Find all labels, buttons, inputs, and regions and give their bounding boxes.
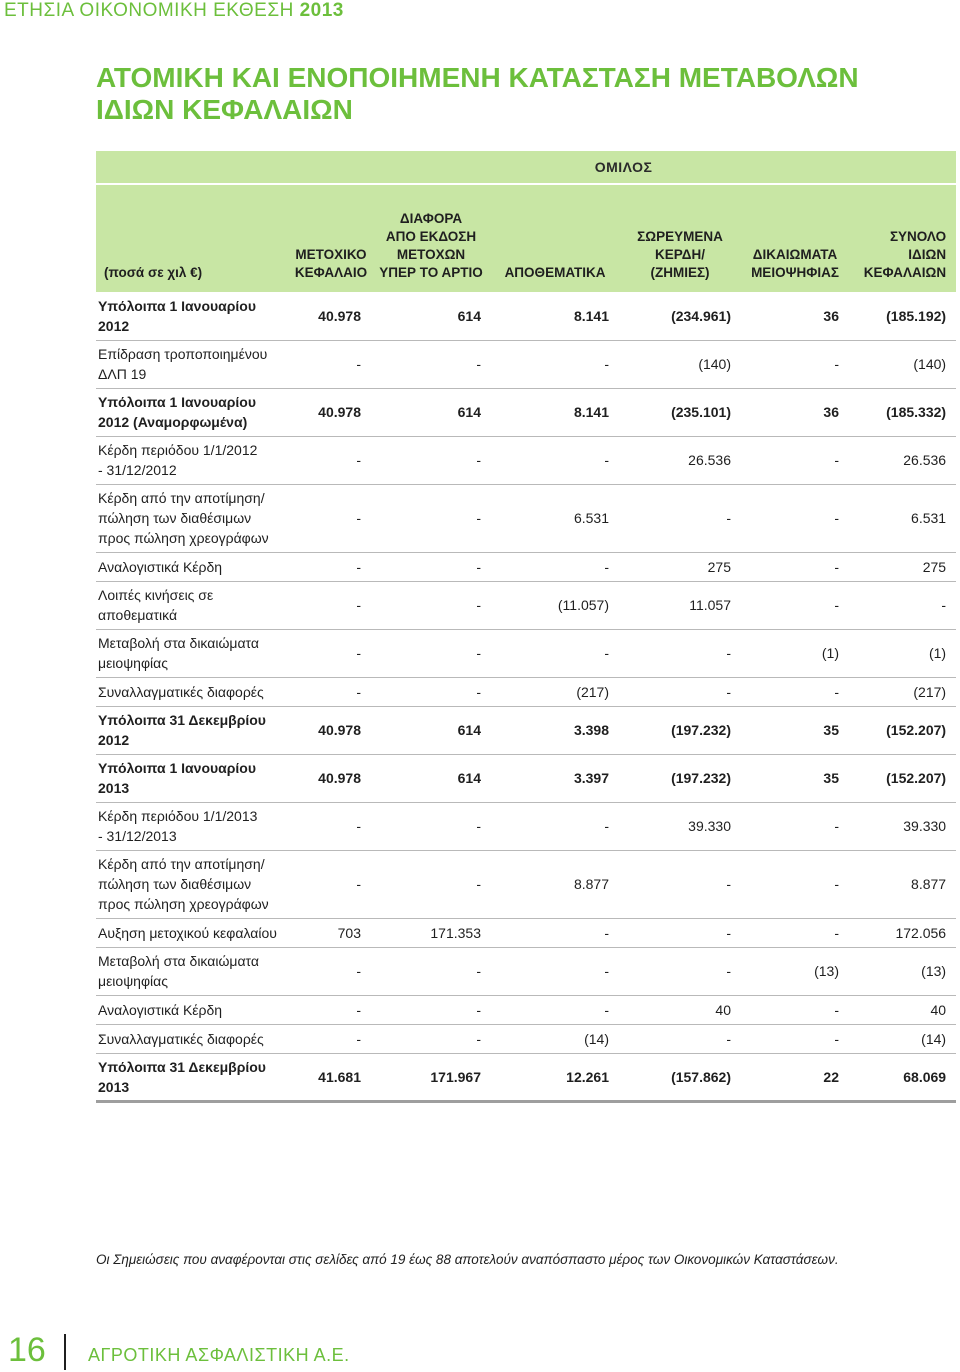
- table-cell: 12.261: [491, 1053, 619, 1101]
- table-row: [96, 918, 956, 947]
- page-title: [96, 62, 896, 126]
- table-cell: -: [741, 918, 849, 947]
- table-cell: 41.681: [291, 1053, 371, 1101]
- table-cell: 171.353: [371, 918, 491, 947]
- row-label: [96, 947, 291, 995]
- column-header-row: [96, 184, 956, 292]
- table-cell: (11.057): [491, 581, 619, 629]
- row-label-line: Λοιπές κινήσεις σε: [98, 587, 214, 603]
- row-label-line: Κέρδη περιόδου 1/1/2012: [98, 442, 258, 458]
- table-cell: -: [741, 340, 849, 388]
- table-cell: -: [491, 995, 619, 1024]
- table-cell: -: [291, 629, 371, 677]
- table-cell: (152.207): [849, 706, 956, 754]
- column-header-line: ΚΕΦΑΛΑΙΟ: [294, 265, 368, 280]
- table-cell: -: [291, 581, 371, 629]
- group-label: ΟΜΙΛΟΣ: [291, 151, 956, 184]
- table-cell: 172.056: [849, 918, 956, 947]
- table-cell: 40: [619, 995, 741, 1024]
- row-label-line: Μεταβολή στα δικαιώματα: [98, 953, 259, 969]
- table-cell: -: [491, 947, 619, 995]
- table-cell: 35: [741, 706, 849, 754]
- table-row: [96, 484, 956, 552]
- row-label-line: Υπόλοιπα 31 Δεκεμβρίου: [98, 712, 266, 728]
- table-cell: -: [371, 340, 491, 388]
- column-header-line: ΑΠΟΘΕΜΑΤΙΚΑ: [504, 265, 606, 280]
- table-row: [96, 581, 956, 629]
- column-header: [291, 184, 371, 292]
- page-number: 16: [8, 1331, 46, 1369]
- table-cell: 40.978: [291, 388, 371, 436]
- table-row: [96, 629, 956, 677]
- table-cell: -: [741, 552, 849, 581]
- row-label-line: αποθεματικά: [98, 607, 178, 623]
- table-cell: (14): [849, 1024, 956, 1053]
- table-cell: -: [291, 995, 371, 1024]
- row-label-line: ΔΛΠ 19: [98, 366, 147, 382]
- table-cell: (13): [741, 947, 849, 995]
- row-label: [96, 802, 291, 850]
- row-label-line: 2012: [98, 732, 130, 748]
- table-cell: -: [371, 802, 491, 850]
- row-label-line: Μεταβολή στα δικαιώματα: [98, 635, 259, 651]
- table-cell: (235.101): [619, 388, 741, 436]
- table-cell: -: [291, 947, 371, 995]
- row-label-line: πώληση των διαθέσιμων: [98, 876, 252, 892]
- row-label: [96, 629, 291, 677]
- row-label: [96, 388, 291, 436]
- column-header-line: ΚΕΡΔΗ/: [655, 247, 705, 262]
- row-label-line: μειοψηφίας: [98, 655, 168, 671]
- report-header-text: [4, 0, 344, 22]
- row-label: [96, 918, 291, 947]
- table-cell: (14): [491, 1024, 619, 1053]
- footnote: Οι Σημειώσεις που αναφέρονται στις σελίδες από 19 έως 88 αποτελούν αναπόσπαστο μέρος των Οικονομικών Καταστάσεων.: [96, 1252, 839, 1267]
- column-header: [849, 184, 956, 292]
- row-label-line: Αναλογιστικά Κέρδη: [98, 558, 223, 575]
- table-row: [96, 1024, 956, 1053]
- page-title-line1: ΑΤΟΜΙΚΗ ΚΑΙ ΕΝΟΠΟΙΗΜΕΝΗ ΚΑΤΑΣΤΑΣΗ ΜΕΤΑΒΟΛΩΝ: [96, 62, 859, 93]
- table-cell: -: [291, 552, 371, 581]
- table-cell: -: [619, 484, 741, 552]
- table-cell: 6.531: [491, 484, 619, 552]
- column-header-line: ΜΕΤΟΧΩΝ: [396, 247, 466, 262]
- table-cell: -: [291, 340, 371, 388]
- table-cell: (234.961): [619, 292, 741, 340]
- table-cell: 614: [371, 292, 491, 340]
- column-header-line: ΣΥΝΟΛΟ: [889, 229, 947, 244]
- table-row: [96, 850, 956, 918]
- row-label: [96, 484, 291, 552]
- table-cell: 275: [849, 552, 956, 581]
- table-cell: (140): [619, 340, 741, 388]
- table-cell: -: [491, 629, 619, 677]
- table-cell: (157.862): [619, 1053, 741, 1101]
- table-cell: -: [491, 552, 619, 581]
- table-cell: -: [291, 484, 371, 552]
- table-cell: -: [371, 850, 491, 918]
- column-header-line: ΑΠΟ ΕΚΔΟΣΗ: [385, 229, 477, 244]
- table-cell: -: [371, 629, 491, 677]
- row-label: [96, 1024, 291, 1053]
- table-cell: -: [491, 802, 619, 850]
- table-row: [96, 677, 956, 706]
- table-cell: -: [291, 436, 371, 484]
- row-label-line: 2012: [98, 317, 130, 334]
- row-label: [96, 995, 291, 1024]
- table-cell: (140): [849, 340, 956, 388]
- row-label-line: μειοψηφίας: [98, 973, 168, 989]
- table-cell: 614: [371, 706, 491, 754]
- table-cell: 36: [741, 388, 849, 436]
- table-cell: -: [741, 581, 849, 629]
- report-header-year: 2013: [299, 0, 344, 21]
- table-cell: 6.531: [849, 484, 956, 552]
- table-cell: 36: [741, 292, 849, 340]
- table-cell: -: [619, 850, 741, 918]
- column-header: [619, 184, 741, 292]
- table-cell: 614: [371, 754, 491, 802]
- table-cell: -: [291, 850, 371, 918]
- equity-statement-table-wrap: [96, 151, 956, 1103]
- row-label-line: Αυξηση μετοχικού κεφαλαίου: [98, 924, 277, 941]
- column-header-line: (ΖΗΜΙΕΣ): [650, 265, 710, 280]
- row-label: [96, 677, 291, 706]
- table-cell: -: [741, 850, 849, 918]
- report-header: [0, 0, 960, 24]
- row-label-line: Συναλλαγματικές διαφορές: [98, 683, 264, 700]
- row-label-line: Επίδραση τροποποιημένου: [98, 346, 268, 362]
- table-cell: (197.232): [619, 754, 741, 802]
- column-header-line: ΔΙΚΑΙΩΜΑΤΑ: [752, 247, 838, 262]
- table-cell: -: [741, 802, 849, 850]
- row-label-line: - 31/12/2013: [98, 828, 177, 844]
- equity-statement-table: [96, 151, 956, 1103]
- table-cell: -: [619, 1024, 741, 1053]
- table-row: [96, 1053, 956, 1101]
- table-cell: 68.069: [849, 1053, 956, 1101]
- row-label: [96, 1053, 291, 1101]
- table-cell: (217): [491, 677, 619, 706]
- table-cell: (152.207): [849, 754, 956, 802]
- table-cell: (1): [849, 629, 956, 677]
- table-cell: -: [291, 802, 371, 850]
- table-row: [96, 292, 956, 340]
- column-header-line: ΜΕΙΟΨΗΦΙΑΣ: [751, 265, 839, 280]
- table-cell: -: [619, 629, 741, 677]
- table-cell: (185.332): [849, 388, 956, 436]
- table-cell: 171.967: [371, 1053, 491, 1101]
- company-name: ΑΓΡΟΤΙΚΗ ΑΣΦΑΛΙΣΤΙΚΗ Α.Ε.: [88, 1345, 350, 1365]
- table-cell: -: [741, 484, 849, 552]
- row-label-line: Συναλλαγματικές διαφορές: [98, 1030, 264, 1047]
- row-label: [96, 340, 291, 388]
- table-cell: -: [619, 918, 741, 947]
- table-cell: 614: [371, 388, 491, 436]
- table-cell: (197.232): [619, 706, 741, 754]
- row-label-line: - 31/12/2012: [98, 462, 177, 478]
- table-cell: 40.978: [291, 754, 371, 802]
- row-label-line: Υπόλοιπα 31 Δεκεμβρίου: [98, 1058, 266, 1075]
- table-row: [96, 802, 956, 850]
- table-cell: 40.978: [291, 292, 371, 340]
- table-cell: (185.192): [849, 292, 956, 340]
- row-label-line: Κέρδη από την αποτίμηση/: [98, 856, 265, 872]
- table-row: [96, 754, 956, 802]
- column-header-line: ΙΔΙΩΝ: [908, 247, 947, 262]
- table-cell: (217): [849, 677, 956, 706]
- footer-divider: [64, 1334, 66, 1370]
- page-title-line2: ΙΔΙΩΝ ΚΕΦΑΛΑΙΩΝ: [96, 94, 353, 125]
- table-row: [96, 706, 956, 754]
- row-label: [96, 754, 291, 802]
- table-cell: 3.398: [491, 706, 619, 754]
- row-label: [96, 552, 291, 581]
- table-cell: -: [741, 677, 849, 706]
- table-cell: 8.877: [849, 850, 956, 918]
- column-header: [371, 184, 491, 292]
- table-cell: (1): [741, 629, 849, 677]
- table-cell: -: [741, 1024, 849, 1053]
- row-label-line: 2013: [98, 780, 130, 796]
- row-label-line: 2012 (Αναμορφωμένα): [98, 414, 248, 430]
- table-cell: 22: [741, 1053, 849, 1101]
- table-row: [96, 436, 956, 484]
- group-header-spacer: [96, 151, 291, 184]
- table-cell: 39.330: [619, 802, 741, 850]
- column-header-line: ΣΩΡΕΥΜΕΝΑ: [637, 229, 723, 244]
- table-cell: -: [371, 436, 491, 484]
- table-cell: 8.141: [491, 388, 619, 436]
- column-header-line: ΜΕΤΟΧΙΚΟ: [295, 247, 367, 262]
- row-label-line: Υπόλοιπα 1 Ιανουαρίου: [98, 760, 257, 776]
- table-row: [96, 340, 956, 388]
- table-cell: -: [371, 677, 491, 706]
- table-cell: 40.978: [291, 706, 371, 754]
- row-label: [96, 436, 291, 484]
- table-cell: -: [619, 677, 741, 706]
- table-cell: -: [291, 1024, 371, 1053]
- table-cell: -: [371, 581, 491, 629]
- row-label-line: Κέρδη από την αποτίμηση/: [98, 490, 265, 506]
- table-row: [96, 995, 956, 1024]
- row-label: [96, 706, 291, 754]
- table-cell: -: [371, 995, 491, 1024]
- table-row: [96, 552, 956, 581]
- table-cell: -: [491, 436, 619, 484]
- table-cell: -: [371, 1024, 491, 1053]
- table-cell: -: [291, 677, 371, 706]
- row-label-line: προς πώληση χρεογράφων: [98, 530, 269, 546]
- table-cell: -: [371, 552, 491, 581]
- table-cell: 3.397: [491, 754, 619, 802]
- table-cell: 26.536: [619, 436, 741, 484]
- row-label-line: Υπόλοιπα 1 Ιανουαρίου: [98, 394, 257, 410]
- table-cell: -: [741, 436, 849, 484]
- table-cell: 8.877: [491, 850, 619, 918]
- row-label-line: Κέρδη περιόδου 1/1/2013: [98, 808, 258, 824]
- table-cell: 11.057: [619, 581, 741, 629]
- table-row: [96, 947, 956, 995]
- row-label-line: Υπόλοιπα 1 Ιανουαρίου: [98, 297, 257, 314]
- table-cell: 26.536: [849, 436, 956, 484]
- row-label: [96, 292, 291, 340]
- table-cell: 275: [619, 552, 741, 581]
- row-label-line: Αναλογιστικά Κέρδη: [98, 1001, 223, 1018]
- row-label: [96, 581, 291, 629]
- table-cell: 8.141: [491, 292, 619, 340]
- equity-table-body: [96, 151, 956, 1101]
- table-cell: 40: [849, 995, 956, 1024]
- table-cell: -: [371, 484, 491, 552]
- row-label-line: προς πώληση χρεογράφων: [98, 896, 269, 912]
- table-cell: 35: [741, 754, 849, 802]
- column-header-line: ΔΙΑΦΟΡΑ: [399, 211, 463, 226]
- column-header: [741, 184, 849, 292]
- group-header-row: [96, 151, 956, 184]
- table-cell: -: [741, 995, 849, 1024]
- table-cell: (13): [849, 947, 956, 995]
- table-cell: -: [491, 340, 619, 388]
- row-label: [96, 850, 291, 918]
- table-cell: -: [849, 581, 956, 629]
- table-cell: -: [491, 918, 619, 947]
- unit-label: (ποσά σε χιλ €): [96, 184, 291, 292]
- column-header-line: ΥΠΕΡ ΤΟ ΑΡΤΙΟ: [379, 265, 483, 280]
- column-header: [491, 184, 619, 292]
- table-row: [96, 388, 956, 436]
- table-cell: 39.330: [849, 802, 956, 850]
- row-label-line: πώληση των διαθέσιμων: [98, 510, 252, 526]
- page-footer: [0, 1320, 960, 1372]
- column-header-line: ΚΕΦΑΛΑΙΩΝ: [863, 265, 947, 280]
- table-cell: 703: [291, 918, 371, 947]
- report-header-label: ΕΤΗΣΙΑ ΟΙΚΟΝΟΜΙΚΗ ΕΚΘΕΣΗ: [4, 0, 294, 21]
- table-cell: -: [619, 947, 741, 995]
- row-label-line: 2013: [98, 1078, 130, 1095]
- table-cell: -: [371, 947, 491, 995]
